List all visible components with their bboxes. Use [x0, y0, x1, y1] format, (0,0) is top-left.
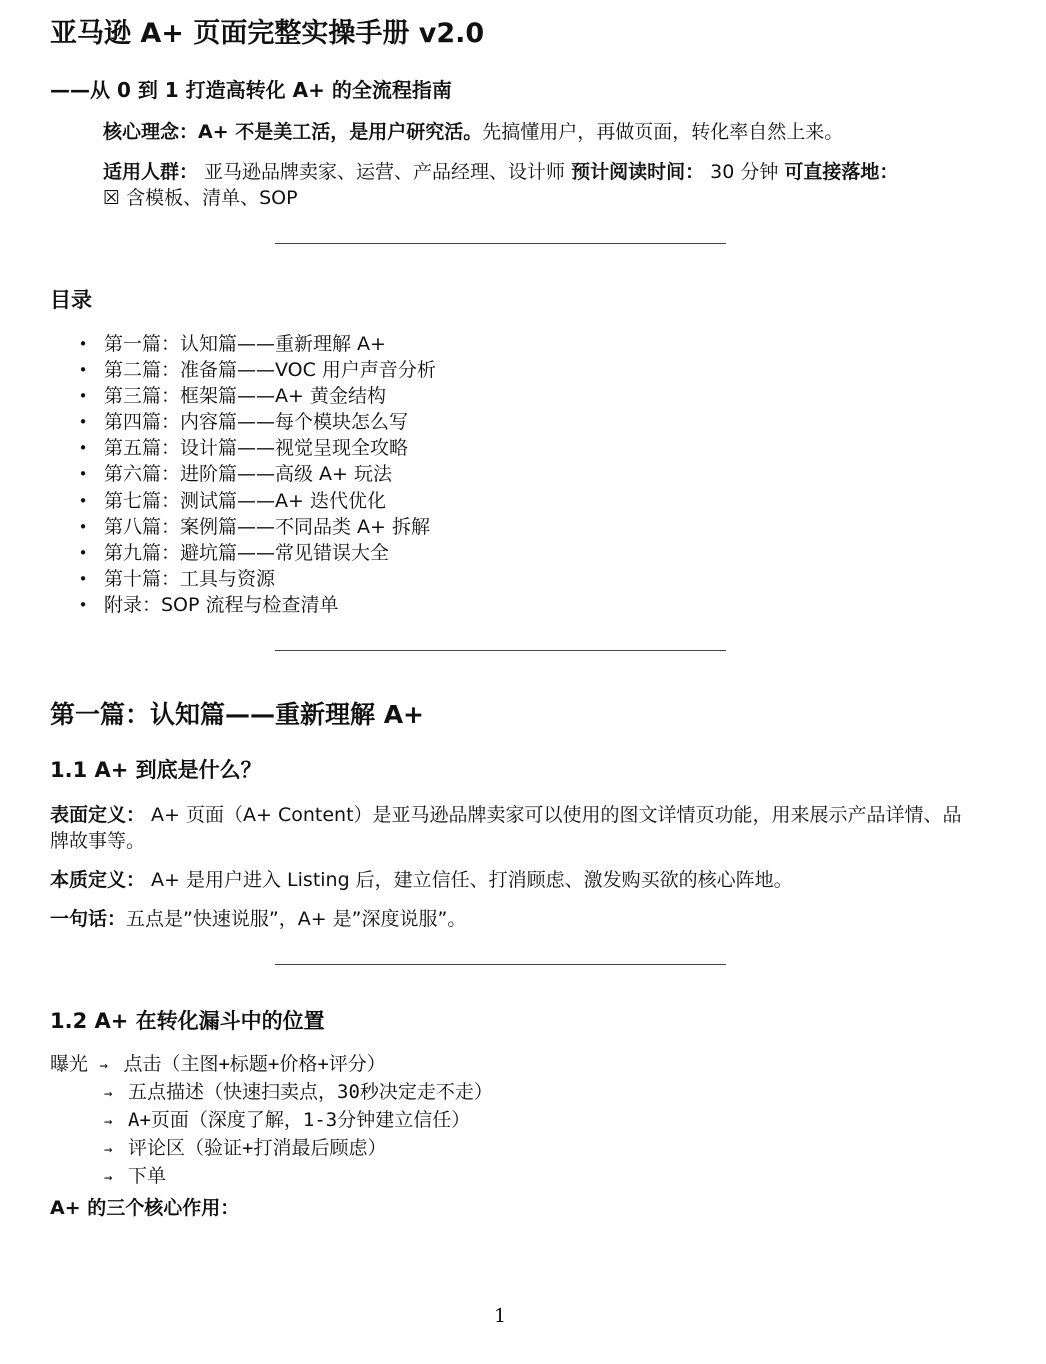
toc-item: • 第五篇：设计篇——视觉呈现全攻略 [78, 435, 436, 461]
essence-definition-text: A+ 是用户进入 Listing 后，建立信任、打消顾虑、激发购买欲的核心阵地。 [145, 869, 793, 891]
arrow-right-icon: → [99, 1058, 108, 1074]
toc-item: • 附录：SOP 流程与检查清单 [78, 592, 436, 618]
funnel-row [50, 1163, 493, 1191]
bullet-icon: • [78, 543, 88, 562]
section-1-2-heading: 1.2 A+ 在转化漏斗中的位置 [50, 1009, 325, 1033]
section-1-1-heading: 1.1 A+ 到底是什么？ [50, 758, 262, 782]
reading-time-text: 30 分钟 [704, 161, 785, 183]
audience-label: 适用人群： [103, 161, 199, 183]
funnel-row [50, 1107, 493, 1135]
funnel-row [50, 1135, 493, 1163]
one-line-text: 五点是”快速说服”，A+ 是”深度说服”。 [126, 908, 467, 930]
landing-text: 含模板、清单、SOP [120, 187, 298, 209]
core-idea-quote [103, 119, 913, 145]
toc-title: 目录 [50, 288, 92, 312]
bullet-icon: • [78, 439, 88, 458]
core-roles-label: A+ 的三个核心作用： [50, 1197, 240, 1219]
toc-item: • 第十篇：工具与资源 [78, 566, 436, 592]
bullet-icon: • [78, 335, 88, 353]
core-idea-label: 核心理念：A+ 不是美工活，是用户研究活。 [103, 121, 483, 143]
document-subtitle: ——从 0 到 1 打造高转化 A+ 的全流程指南 [50, 78, 452, 102]
toc-item: • 第七篇：测试篇——A+ 迭代优化 [78, 488, 436, 514]
toc-item: • 第八篇：案例篇——不同品类 A+ 拆解 [78, 514, 436, 540]
conversion-funnel-code-block [50, 1051, 493, 1191]
surface-definition [50, 802, 970, 854]
funnel-step: 评论区（验证+打消最后顾虑） [128, 1137, 387, 1159]
toc-item: • 第九篇：避坑篇——常见错误大全 [78, 540, 436, 566]
bullet-icon: • [78, 361, 88, 380]
bullet-icon: • [78, 595, 88, 614]
toc-list [78, 331, 436, 618]
horizontal-rule [275, 650, 726, 651]
one-line-summary [50, 906, 970, 932]
audience-quote [103, 159, 913, 211]
bullet-icon: • [78, 413, 88, 432]
page-number: 1 [493, 1305, 507, 1327]
audience-text: 亚马逊品牌卖家、运营、产品经理、设计师 [198, 161, 572, 183]
toc-item: • 第四篇：内容篇——每个模块怎么写 [78, 409, 436, 435]
funnel-step: 点击（主图+标题+价格+评分） [123, 1053, 386, 1075]
bullet-icon: • [78, 387, 88, 406]
bullet-icon: • [78, 569, 88, 588]
landing-label: 可直接落地： [784, 161, 899, 183]
arrow-right-icon: → [104, 1142, 113, 1158]
funnel-step: A+页面（深度了解，1-3分钟建立信任） [128, 1109, 471, 1131]
funnel-row [50, 1051, 493, 1079]
arrow-right-icon: → [104, 1086, 113, 1102]
toc-item: • 第二篇：准备篇——VOC 用户声音分析 [78, 357, 436, 383]
bullet-icon: • [78, 465, 88, 484]
document-title: 亚马逊 A+ 页面完整实操手册 v2.0 [50, 18, 485, 49]
funnel-step: 五点描述（快速扫卖点，30秒决定走不走） [128, 1081, 493, 1103]
reading-time-label: 预计阅读时间： [571, 161, 705, 183]
horizontal-rule [275, 243, 726, 244]
horizontal-rule [275, 964, 726, 965]
essence-definition-label: 本质定义： [50, 869, 146, 891]
surface-definition-label: 表面定义： [50, 804, 146, 826]
arrow-right-icon: → [104, 1170, 113, 1186]
funnel-step: 下单 [128, 1165, 167, 1187]
essence-definition [50, 867, 970, 893]
bullet-icon: • [78, 517, 88, 536]
toc-item: • 第一篇：认知篇——重新理解 A+ [78, 331, 436, 357]
arrow-right-icon: → [104, 1114, 113, 1130]
toc-item: • 第三篇：框架篇——A+ 黄金结构 [78, 383, 436, 409]
surface-definition-text: A+ 页面（A+ Content）是亚马逊品牌卖家可以使用的图文详情页功能，用来展示产品详情、品牌故事等。 [50, 804, 962, 852]
bullet-icon: • [78, 491, 88, 510]
checkbox-x-icon: ☒ [103, 187, 121, 209]
core-idea-text: 先搞懂用户，再做页面，转化率自然上来。 [482, 121, 844, 143]
funnel-start: 曝光 [50, 1053, 89, 1075]
one-line-label: 一句话： [50, 908, 127, 930]
funnel-row [50, 1079, 493, 1107]
part1-heading: 第一篇：认知篇——重新理解 A+ [50, 700, 425, 729]
toc-item: • 第六篇：进阶篇——高级 A+ 玩法 [78, 461, 436, 487]
